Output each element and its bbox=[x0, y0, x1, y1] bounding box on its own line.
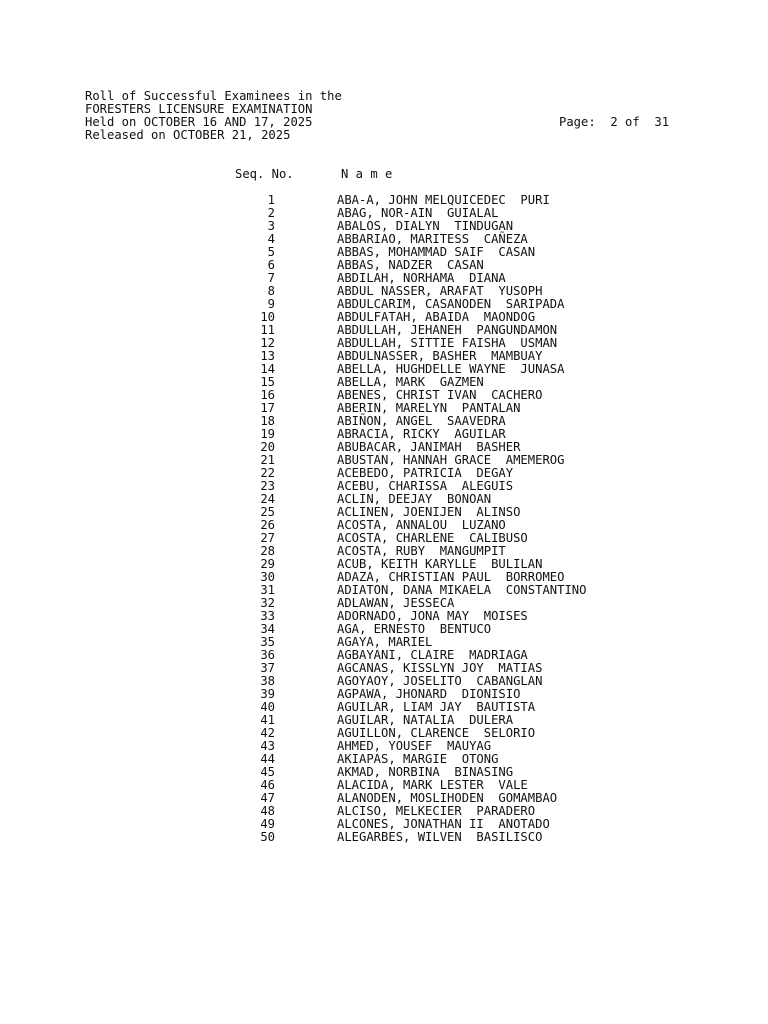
seq-number: 44 bbox=[260, 752, 275, 766]
seq-number: 38 bbox=[260, 674, 275, 688]
examinee-name: ADLAWAN, JESSECA bbox=[337, 596, 455, 610]
examinee-name: ALACIDA, MARK LESTER VALE bbox=[337, 778, 528, 792]
examinee-name: ABDULNASSER, BASHER MAMBUAY bbox=[337, 349, 543, 363]
header-exam-name: FORESTERS LICENSURE EXAMINATION bbox=[85, 102, 313, 116]
header-title-line: Roll of Successful Examinees in the bbox=[85, 89, 342, 103]
examinee-name: AGOYAOY, JOSELITO CABANGLAN bbox=[337, 674, 543, 688]
examinee-name: ABBAS, NADZER CASAN bbox=[337, 258, 484, 272]
seq-number: 1 bbox=[267, 193, 275, 207]
seq-number: 46 bbox=[260, 778, 275, 792]
examinee-name: AGPAWA, JHONARD DIONISIO bbox=[337, 687, 521, 701]
seq-number: 32 bbox=[260, 596, 275, 610]
examinee-name: ABELLA, MARK GAZMEN bbox=[337, 375, 484, 389]
examinee-name: ALEGARBES, WILVEN BASILISCO bbox=[337, 830, 543, 844]
examinee-name: ACEBEDO, PATRICIA DEGAY bbox=[337, 466, 514, 480]
seq-number: 7 bbox=[267, 271, 275, 285]
seq-number: 21 bbox=[260, 453, 275, 467]
examinee-name: AGAYA, MARIEL bbox=[337, 635, 433, 649]
seq-number: 27 bbox=[260, 531, 275, 545]
examinee-name: ABERIN, MARELYN PANTALAN bbox=[337, 401, 521, 415]
seq-number: 28 bbox=[260, 544, 275, 558]
examinee-name: ADIATON, DANA MIKAELA CONSTANTINO bbox=[337, 583, 587, 597]
examinee-list bbox=[235, 194, 655, 844]
examinee-name: ALCISO, MELKECIER PARADERO bbox=[337, 804, 536, 818]
examinee-name: AGA, ERNESTO BENTUCO bbox=[337, 622, 492, 636]
seq-number: 35 bbox=[260, 635, 275, 649]
seq-number: 16 bbox=[260, 388, 275, 402]
seq-number: 19 bbox=[260, 427, 275, 441]
examinee-name: ACEBU, CHARISSA ALEGUIS bbox=[337, 479, 514, 493]
seq-number: 20 bbox=[260, 440, 275, 454]
seq-number: 39 bbox=[260, 687, 275, 701]
seq-number: 26 bbox=[260, 518, 275, 532]
seq-number: 8 bbox=[267, 284, 275, 298]
seq-number: 13 bbox=[260, 349, 275, 363]
seq-number: 2 bbox=[267, 206, 275, 220]
seq-number: 40 bbox=[260, 700, 275, 714]
seq-number: 36 bbox=[260, 648, 275, 662]
examinee-name: ALANODEN, MOSLIHODEN GOMAMBAO bbox=[337, 791, 558, 805]
examinee-name: ACUB, KEITH KARYLLE BULILAN bbox=[337, 557, 543, 571]
examinee-name: ACOSTA, CHARLENE CALIBUSO bbox=[337, 531, 528, 545]
seq-number: 22 bbox=[260, 466, 275, 480]
examinee-name: ACLIN, DEEJAY BONOAN bbox=[337, 492, 492, 506]
examinee-name: ABELLA, HUGHDELLE WAYNE JUNASA bbox=[337, 362, 565, 376]
examinee-name: ABBARIAO, MARITESS CAÑEZA bbox=[337, 232, 528, 246]
examinee-name: ABUSTAN, HANNAH GRACE AMEMEROG bbox=[337, 453, 565, 467]
examinee-name: ABDULLAH, SITTIE FAISHA USMAN bbox=[337, 336, 558, 350]
examinee-name: ABDILAH, NORHAMA DIANA bbox=[337, 271, 506, 285]
seq-number: 25 bbox=[260, 505, 275, 519]
seq-number: 41 bbox=[260, 713, 275, 727]
examinee-name: AKIAPAS, MARGIE OTONG bbox=[337, 752, 499, 766]
seq-number: 50 bbox=[260, 830, 275, 844]
examinee-name: ABBAS, MOHAMMAD SAIF CASAN bbox=[337, 245, 536, 259]
examinee-name: ADORNADO, JONA MAY MOISES bbox=[337, 609, 528, 623]
examinee-name: AGBAYANI, CLAIRE MADRIAGA bbox=[337, 648, 528, 662]
seq-number: 30 bbox=[260, 570, 275, 584]
examinee-name: ACLINEN, JOENIJEN ALINSO bbox=[337, 505, 521, 519]
seq-number: 17 bbox=[260, 401, 275, 415]
examinee-name: ABA-A, JOHN MELQUICEDEC PURI bbox=[337, 193, 550, 207]
seq-number: 34 bbox=[260, 622, 275, 636]
examinee-name: AGUILAR, LIAM JAY BAUTISTA bbox=[337, 700, 536, 714]
seq-number: 43 bbox=[260, 739, 275, 753]
examinee-name: AHMED, YOUSEF MAUYAG bbox=[337, 739, 492, 753]
examinee-name: ABALOS, DIALYN TINDUGAN bbox=[337, 219, 514, 233]
seq-number: 48 bbox=[260, 804, 275, 818]
seq-number: 24 bbox=[260, 492, 275, 506]
examinee-name: ALCONES, JONATHAN II ANOTADO bbox=[337, 817, 550, 831]
page-number: Page: 2 of 31 bbox=[559, 115, 670, 129]
column-header-seq: Seq. No. bbox=[235, 167, 294, 181]
examinee-name: AGUILAR, NATALIA DULERA bbox=[337, 713, 514, 727]
examinee-name: AGUILLON, CLARENCE SELORIO bbox=[337, 726, 536, 740]
seq-number: 47 bbox=[260, 791, 275, 805]
seq-number: 33 bbox=[260, 609, 275, 623]
seq-number: 6 bbox=[267, 258, 275, 272]
examinee-name: ABDUL NASSER, ARAFAT YUSOPH bbox=[337, 284, 543, 298]
examinee-name: ABDULFATAH, ABAIDA MAONDOG bbox=[337, 310, 536, 324]
examinee-name: ABDULLAH, JEHANEH PANGUNDAMON bbox=[337, 323, 558, 337]
seq-number: 31 bbox=[260, 583, 275, 597]
examinee-name: ACOSTA, RUBY MANGUMPIT bbox=[337, 544, 506, 558]
header-held-date: Held on OCTOBER 16 AND 17, 2025 bbox=[85, 115, 313, 129]
seq-number: 14 bbox=[260, 362, 275, 376]
list-item bbox=[235, 623, 655, 636]
seq-number: 5 bbox=[267, 245, 275, 259]
column-header-name: N a m e bbox=[341, 167, 393, 181]
examinee-name: ABAG, NOR-AIN GUIALAL bbox=[337, 206, 499, 220]
examinee-name: ABUBACAR, JANIMAH BASHER bbox=[337, 440, 521, 454]
list-item bbox=[235, 831, 655, 844]
examinee-name: AKMAD, NORBINA BINASING bbox=[337, 765, 514, 779]
seq-number: 42 bbox=[260, 726, 275, 740]
seq-number: 23 bbox=[260, 479, 275, 493]
header-release-date: Released on OCTOBER 21, 2025 bbox=[85, 128, 291, 142]
seq-number: 9 bbox=[267, 297, 275, 311]
seq-number: 49 bbox=[260, 817, 275, 831]
seq-number: 45 bbox=[260, 765, 275, 779]
examinee-name: ABDULCARIM, CASANODEN SARIPADA bbox=[337, 297, 565, 311]
seq-number: 11 bbox=[260, 323, 275, 337]
seq-number: 10 bbox=[260, 310, 275, 324]
examinee-name: ABENES, CHRIST IVAN CACHERO bbox=[337, 388, 543, 402]
seq-number: 12 bbox=[260, 336, 275, 350]
examinee-name: ADAZA, CHRISTIAN PAUL BORROMEO bbox=[337, 570, 565, 584]
examinee-name: ABRACIA, RICKY AGUILAR bbox=[337, 427, 506, 441]
examinee-name: AGCANAS, KISSLYN JOY MATIAS bbox=[337, 661, 543, 675]
seq-number: 15 bbox=[260, 375, 275, 389]
seq-number: 4 bbox=[267, 232, 275, 246]
examinee-name: ACOSTA, ANNALOU LUZANO bbox=[337, 518, 506, 532]
seq-number: 3 bbox=[267, 219, 275, 233]
seq-number: 18 bbox=[260, 414, 275, 428]
seq-number: 37 bbox=[260, 661, 275, 675]
examinee-name: ABIÑON, ANGEL SAAVEDRA bbox=[337, 414, 506, 428]
seq-number: 29 bbox=[260, 557, 275, 571]
